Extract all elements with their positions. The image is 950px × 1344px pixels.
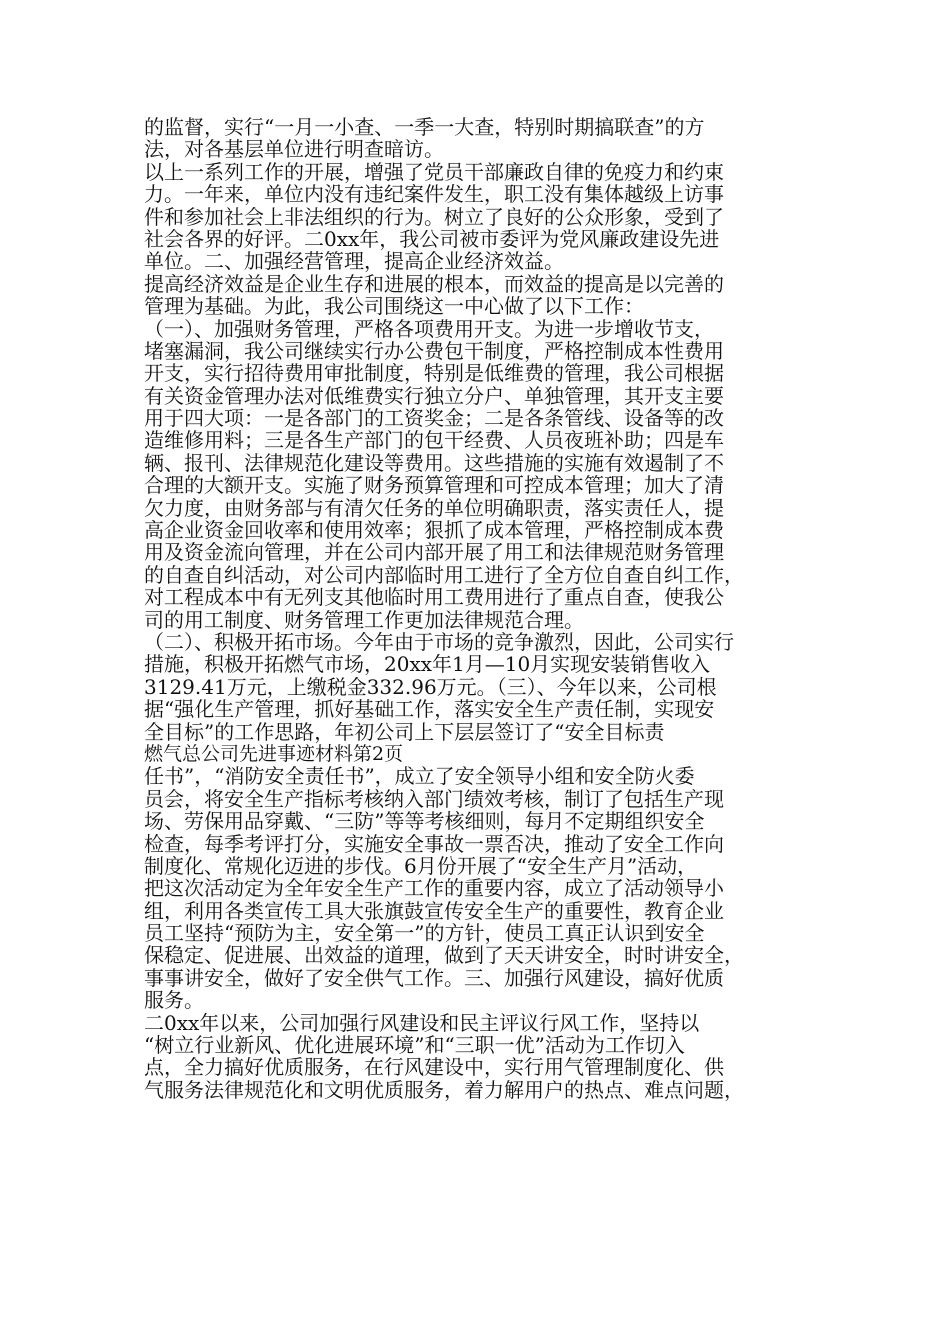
text-line: 单位。二、加强经营管理，提高企业经济效益。 (144, 249, 564, 274)
text-line: 合理的大额开支。实施了财务预算管理和可控成本管理；加大了清 (144, 473, 724, 498)
text-line: （一）、加强财务管理，严格各项费用开支。为进一步增收节支， (144, 316, 714, 341)
text-line: 用及资金流向管理，并在公司内部开展了用工和法律规范财务管理 (144, 540, 724, 565)
text-line: 对工程成本中有无列支其他临时用工费用进行了重点自查，使我公 (144, 585, 724, 610)
text-line: 事事讲安全，做好了安全供气工作。三、加强行风建设，搞好优质 (144, 965, 724, 990)
text-line: 用于四大项：一是各部门的工资奖金；二是各条管线、设备等的改 (144, 406, 724, 431)
text-line: 高企业资金回收率和使用效率；狠抓了成本管理，严格控制成本费 (144, 518, 724, 543)
text-line: 法，对各基层单位进行明查暗访。 (144, 137, 444, 162)
text-line: 检查，每季考评打分，实施安全事故一票否决，推动了安全工作向 (144, 831, 724, 856)
text-line: 社会各界的好评。二0xx年，我公司被市委评为党风廉政建设先进 (144, 226, 720, 251)
text-line: 开支，实行招待费用审批制度，特别是低维费的管理，我公司根据 (144, 361, 724, 386)
text-line: 力。一年来，单位内没有违纪案件发生，职工没有集体越级上访事 (144, 182, 724, 207)
text-line: 以上一系列工作的开展，增强了党员干部廉政自律的免疫力和约束 (144, 159, 724, 184)
text-line: 全目标”的工作思路，年初公司上下层层签订了“安全目标责 (144, 719, 665, 744)
text-line: 辆、报刊、法律规范化建设等费用。这些措施的实施有效遏制了不 (144, 450, 724, 475)
text-line: 制度化、常规化迈进的步伐。6月份开展了“安全生产月”活动， (144, 853, 698, 878)
text-line: 欠力度，由财务部与有清欠任务的单位明确职责，落实责任人，提 (144, 495, 724, 520)
text-line: “树立行业新风、优化进展环境”和“三职一优”活动为工作切入 (144, 1033, 685, 1058)
text-line: 二0xx年以来，公司加强行风建设和民主评议行风工作，坚持以 (144, 1010, 700, 1035)
text-line: 员工坚持“预防为主，安全第一”的方针，使员工真正认识到安全 (144, 921, 705, 946)
text-line: 服务。 (144, 988, 204, 1013)
text-line: 气服务法律规范化和文明优质服务，着力解用户的热点、难点问题， (144, 1077, 744, 1102)
text-line: 有关资金管理办法对低维费实行独立分户、单独管理，其开支主要 (144, 383, 724, 408)
page-footer-label: 燃气总公司先进事迹材料第2页 (144, 742, 404, 765)
text-line: （二）、积极开拓市场。今年由于市场的竞争激烈，因此，公司实行 (144, 629, 734, 654)
text-line: 堵塞漏洞，我公司继续实行办公费包干制度，严格控制成本性费用 (144, 338, 724, 363)
text-line: 的自查自纠活动，对公司内部临时用工进行了全方位自查自纠工作， (144, 562, 744, 587)
text-line: 件和参加社会上非法组织的行为。树立了良好的公众形象，受到了 (144, 204, 724, 229)
text-line: 提高经济效益是企业生存和进展的根本，而效益的提高是以完善的 (144, 271, 724, 296)
text-line: 保稳定、促进展、出效益的道理，做到了天天讲安全，时时讲安全， (144, 943, 744, 968)
text-line: 的监督，实行“一月一小查、一季一大查，特别时期搞联查”的方 (144, 115, 705, 139)
text-line: 任书”，“消防安全责任书”，成立了安全领导小组和安全防火委 (144, 764, 695, 789)
text-line: 据“强化生产管理，抓好基础工作，落实安全生产责任制，实现安 (144, 697, 715, 722)
text-line: 司的用工制度、财务管理工作更加法律规范合理。 (144, 607, 584, 632)
text-line: 场、劳保用品穿戴、“三防”等等考核细则，每月不定期组织安全 (144, 809, 705, 834)
text-line: 3129.41万元，上缴税金332.96万元。（三）、今年以来，公司根 (144, 674, 717, 699)
document-body (144, 116, 810, 1101)
text-line: 把这次活动定为全年安全生产工作的重要内容，成立了活动领导小 (144, 876, 724, 901)
text-line: 措施，积极开拓燃气市场，20xx年1月—10月实现安装销售收入 (144, 652, 711, 677)
text-line: 组，利用各类宣传工具大张旗鼓宣传安全生产的重要性，教育企业 (144, 898, 724, 923)
text-line: 点，全力搞好优质服务，在行风建设中，实行用气管理制度化、供 (144, 1055, 724, 1080)
text-line: 员会，将安全生产指标考核纳入部门绩效考核，制订了包括生产现 (144, 786, 724, 811)
text-line: 造维修用料；三是各生产部门的包干经费、人员夜班补助；四是车 (144, 428, 724, 453)
text-line: 管理为基础。为此，我公司围绕这一中心做了以下工作： (144, 294, 644, 319)
